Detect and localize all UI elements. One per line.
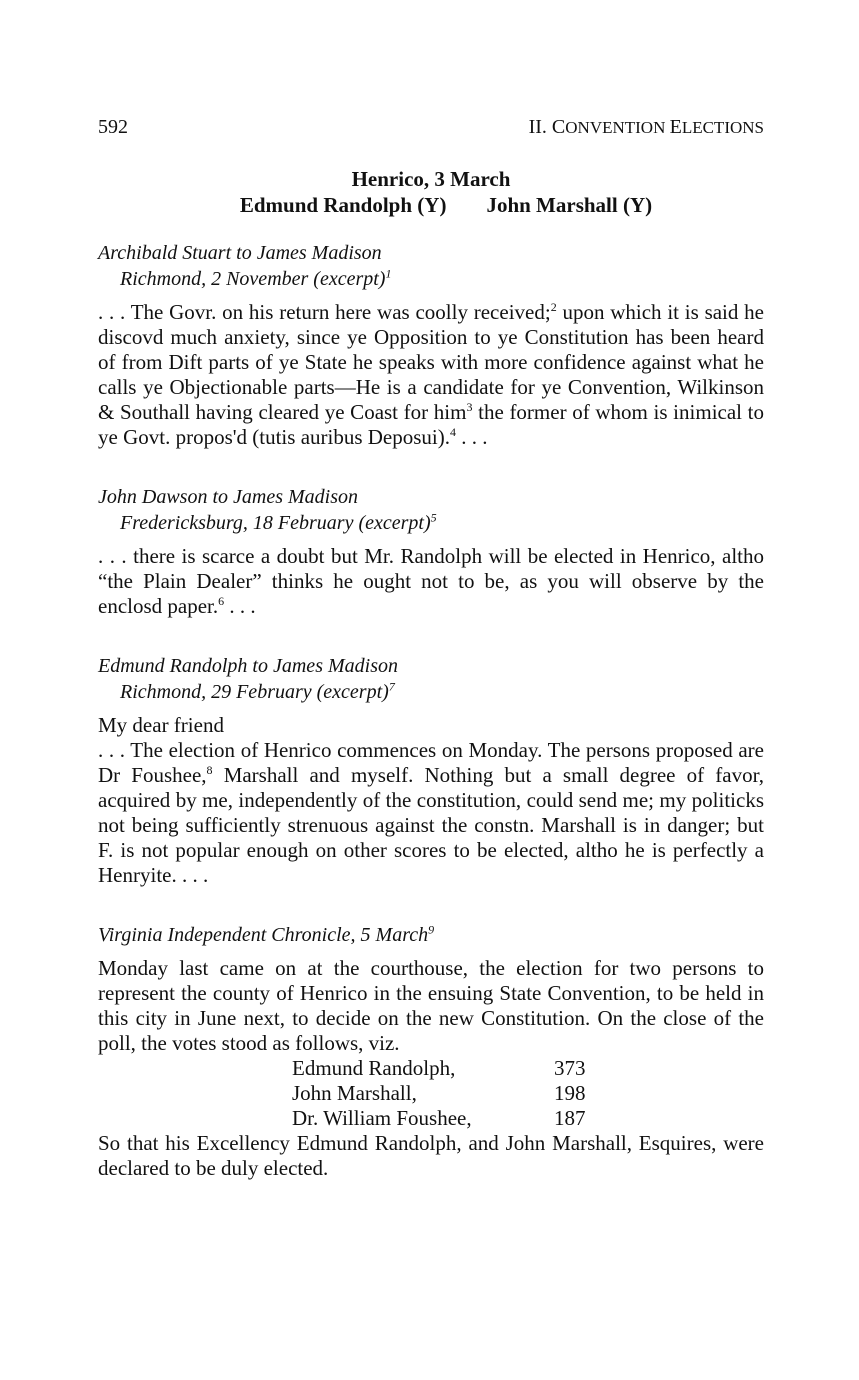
letter-from-to: John Dawson to James Madison <box>98 486 358 508</box>
poll-row <box>292 1056 764 1081</box>
letter-dateline: Richmond, 2 November (excerpt)$^1$ <box>120 266 392 290</box>
newspaper-source: Virginia Independent Chronicle, 5 March$^9$ <box>98 922 435 946</box>
section-title: II. CONVENTION ELECTIONS <box>528 116 764 138</box>
candidate-name: John Marshall, <box>292 1081 417 1105</box>
document-page <box>98 116 764 1181</box>
newspaper-heading <box>98 922 764 948</box>
poll-results <box>292 1056 764 1131</box>
candidate-votes: 187 <box>554 1106 586 1130</box>
elected-name-1: Edmund Randolph (Y) <box>239 193 447 217</box>
letter-body-1: . . . The Govr. on his return here was coolly received;$^2$ upon which it is said he discovd much anxiety, since ye Opposition to ye Constitution has been heard of from Dift parts of ye State he speaks with more confidence against what he calls ye Objectionable parts—He is a candidate for ye Convention, Wilkinson & Southall having cleared ye Coast for him$^3$ the former of whom is inimical to ye Govt. propos'd (tutis auribus Deposui).$^4$ . . . <box>98 300 764 449</box>
letter-heading-3 <box>98 653 764 705</box>
letter-from-to: Edmund Randolph to James Madison <box>98 655 398 677</box>
poll-row <box>292 1081 764 1106</box>
newspaper-body <box>98 956 764 1056</box>
letter-from-to: Archibald Stuart to James Madison <box>98 242 382 264</box>
newspaper-conclusion <box>98 1131 764 1181</box>
letter-dateline: Fredericksburg, 18 February (excerpt)$^5$ <box>120 510 437 534</box>
newspaper-paragraph: Monday last came on at the courthouse, the election for two persons to represent the county of Henrico in the ensuing State Convention, to be held in this city in June next, to decide on the new Constitution. On the close of the poll, the votes stood as follows, viz. <box>98 956 764 1055</box>
newspaper-paragraph: So that his Excellency Edmund Randolph, and John Marshall, Esquires, were declared to be duly elected. <box>98 1131 764 1180</box>
candidate-name: Dr. William Foushee, <box>292 1106 472 1130</box>
letter-body-3: . . . The election of Henrico commences on Monday. The persons proposed are Dr Foushee,$^8$ Marshall and myself. Nothing but a small degree of favor, acquired by me, independently of the constitution, could send me; my politicks not being sufficiently strenuous against the constn. Marshall is in danger; but F. is not popular enough on other scores to be elected, altho he is perfectly a Henryite. . . . <box>98 738 764 887</box>
candidate-votes: 373 <box>554 1056 586 1080</box>
running-head <box>98 116 764 140</box>
salutation: My dear friend <box>98 713 224 737</box>
letter-heading-1 <box>98 240 764 292</box>
letter-body-2: . . . there is scarce a doubt but Mr. Randolph will be elected in Henrico, altho “the Plain Dealer” thinks he ought not to be, as you will observe by the enclosd paper.$^6$ . . . <box>98 544 764 618</box>
letter-dateline: Richmond, 29 February (excerpt)$^7$ <box>120 679 395 703</box>
title-line: Henrico, 3 March <box>351 167 511 191</box>
page-number: 592 <box>98 116 128 138</box>
election-title <box>98 166 764 218</box>
poll-row <box>292 1106 764 1131</box>
candidate-name: Edmund Randolph, <box>292 1056 456 1080</box>
elected-name-2: John Marshall (Y) <box>486 193 653 217</box>
elected-names <box>98 192 764 218</box>
candidate-votes: 198 <box>554 1081 586 1105</box>
letter-heading-2 <box>98 484 764 536</box>
